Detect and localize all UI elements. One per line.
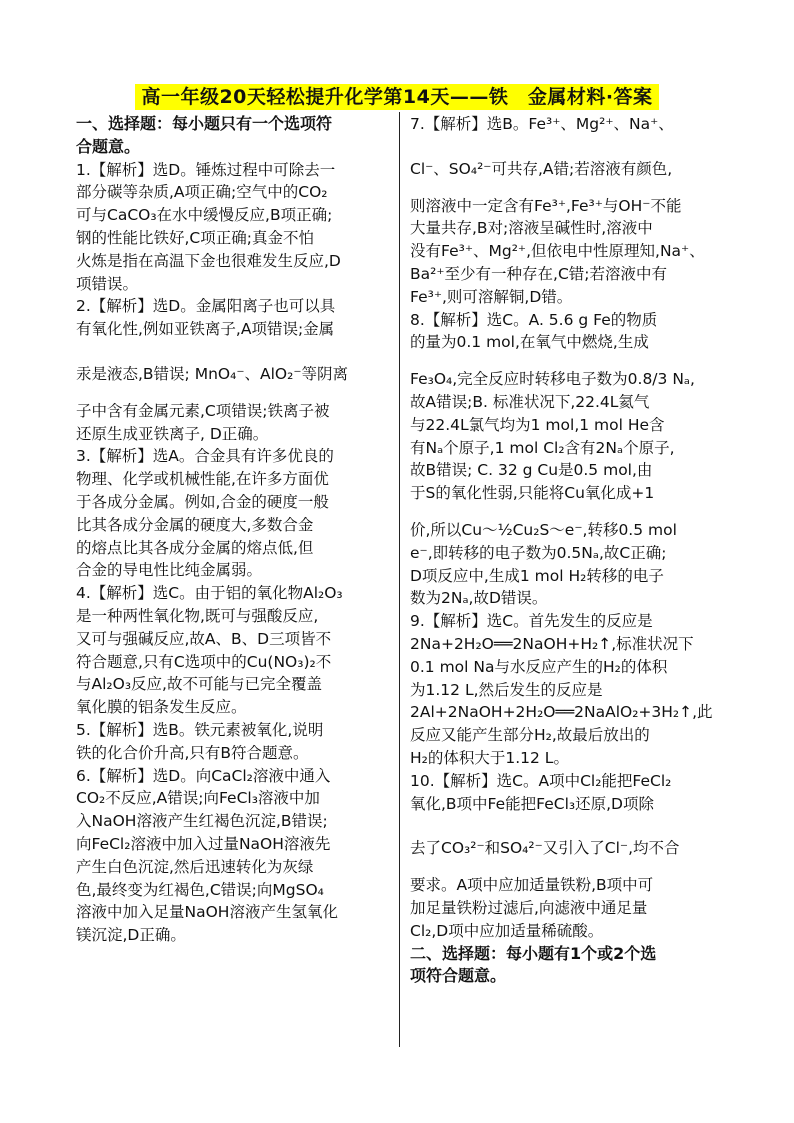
section-heading-1b: 合题意。 (76, 136, 141, 156)
answer-line: 项错误。 (76, 274, 139, 293)
answer-line: 与Al₂O₃反应,故不可能与已完全覆盖 (76, 675, 322, 694)
section-heading-1a: 一、选择题：每小题只有一个选项符 (76, 114, 333, 133)
answer-line: 铁的化合价升高,只有B符合题意。 (76, 743, 309, 762)
answer-line: 5.【解析】选B。铁元素被氧化,说明 (76, 720, 324, 739)
answer-line: 8.【解析】选C。A. 5.6 g Fe的物质 (410, 310, 658, 329)
answer-line: 比其各成分金属的硬度大,多数合金 (76, 515, 314, 534)
answer-line: 0.1 mol Na与水反应产生的H₂的体积 (410, 657, 668, 676)
answer-line: 没有Fe³⁺、Mg²⁺,但依电中性原理知,Na⁺、 (410, 242, 705, 261)
answer-line: 色,最终变为红褐色,C错误;向MgSO₄ (76, 880, 324, 899)
answer-line: 去了CO₃²⁻和SO₄²⁻又引入了Cl⁻,均不合 (410, 839, 680, 858)
title-bar (0, 84, 794, 110)
answer-line: 又可与强碱反应,故A、B、D三项皆不 (76, 629, 332, 648)
section-heading-2a: 二、选择题：每小题有1个或2个选 (410, 943, 657, 963)
answer-line: 火炼是指在高温下金也很难发生反应,D (76, 251, 341, 270)
answer-q6 (76, 765, 392, 947)
answer-q8 (410, 309, 728, 611)
answer-line: 则溶液中一定含有Fe³⁺,Fe³⁺与OH⁻不能 (410, 196, 682, 215)
answer-line: e⁻,即转移的电子数为0.5Nₐ,故C正确; (410, 543, 667, 562)
answer-line: 故B错误; C. 32 g Cu是0.5 mol,由 (410, 461, 653, 480)
answer-line: 的量为0.1 mol,在氧气中燃烧,生成 (410, 333, 649, 352)
page-title: 高一年级20天轻松提升化学第14天——铁 金属材料·答案 (135, 84, 658, 110)
answer-line: 加足量铁粉过滤后,向滤液中通足量 (410, 898, 648, 917)
answer-line: 物理、化学或机械性能,在许多方面优 (76, 470, 329, 489)
left-column (76, 113, 392, 947)
answer-q2 (76, 295, 392, 445)
answer-line: 故A错误;B. 标准状况下,22.4L氦气 (410, 392, 650, 411)
answer-q9 (410, 610, 728, 770)
answer-q5 (76, 719, 392, 765)
answer-line: H₂的体积大于1.12 L。 (410, 748, 569, 767)
answer-line: 价,所以Cu～½Cu₂S～e⁻,转移0.5 mol (410, 520, 677, 539)
answer-line: 部分碳等杂质,A项正确;空气中的CO₂ (76, 183, 328, 202)
column-divider (399, 112, 400, 1047)
answer-line: 数为2Nₐ,故D错误。 (410, 589, 548, 608)
answer-line: 钢的性能比铁好,C项正确;真金不怕 (76, 228, 314, 247)
answer-line: D项反应中,生成1 mol H₂转移的电子 (410, 566, 664, 585)
answer-line: 7.【解析】选B。Fe³⁺、Mg²⁺、Na⁺、 (410, 115, 674, 133)
answer-line: 9.【解析】选C。首先发生的反应是 (410, 612, 653, 631)
answer-line: 4.【解析】选C。由于铝的氧化物Al₂O₃ (76, 584, 343, 603)
answer-line: 还原生成亚铁离子, D正确。 (76, 424, 269, 443)
answer-line: 向FeCl₂溶液中加入过量NaOH溶液先 (76, 834, 331, 853)
answer-line: Cl⁻、SO₄²⁻可共存,A错;若溶液有颜色, (410, 159, 673, 178)
answer-line: 氧化,B项中Fe能把FeCl₃还原,D项除 (410, 794, 654, 813)
answer-line: 入NaOH溶液产生红褐色沉淀,B错误; (76, 812, 328, 831)
answer-line: 可与CaCO₃在水中缓慢反应,B项正确; (76, 206, 333, 225)
answer-line: Ba²⁺至少有一种存在,C错;若溶液中有 (410, 264, 667, 283)
answer-line: 与22.4L氯气均为1 mol,1 mol He含 (410, 415, 665, 434)
answer-line: 有氧化性,例如亚铁离子,A项错误;金属 (76, 320, 335, 339)
answer-q10 (410, 770, 728, 943)
answer-line: 产生白色沉淀,然后迅速转化为灰绿 (76, 857, 314, 876)
answer-line: 氧化膜的铝条发生反应。 (76, 698, 247, 717)
answer-q7 (410, 113, 728, 309)
answer-line: 6.【解析】选D。向CaCl₂溶液中通入 (76, 766, 331, 785)
answer-line: 合金的导电性比纯金属弱。 (76, 561, 263, 580)
answer-line: 于S的氧化性弱,只能将Cu氧化成+1 (410, 484, 655, 503)
answer-line: 汞是液态,B错误; MnO₄⁻、AlO₂⁻等阴离 (76, 364, 349, 383)
answer-line: Cl₂,D项中应加适量稀硫酸。 (410, 921, 604, 940)
answer-line: 有Nₐ个原子,1 mol Cl₂含有2Nₐ个原子, (410, 438, 675, 457)
answer-line: 是一种两性氧化物,既可与强酸反应, (76, 606, 319, 625)
answer-line: 为1.12 L,然后发生的反应是 (410, 680, 603, 699)
answer-line: 2Na+2H₂O══2NaOH+H₂↑,标准状况下 (410, 634, 694, 653)
answer-line: 2.【解析】选D。金属阳离子也可以具 (76, 297, 336, 316)
answer-line: 于各成分金属。例如,合金的硬度一般 (76, 492, 329, 511)
answer-line: 溶液中加入足量NaOH溶液产生氢氧化 (76, 903, 338, 922)
answer-line: 符合题意,只有C选项中的Cu(NO₃)₂不 (76, 652, 332, 671)
answer-line: 要求。A项中应加适量铁粉,B项中可 (410, 876, 654, 895)
answer-line: 镁沉淀,D正确。 (76, 926, 186, 945)
answer-line: 2Al+2NaOH+2H₂O══2NaAlO₂+3H₂↑,此 (410, 703, 713, 722)
answer-line: CO₂不反应,A错误;向FeCl₃溶液中加 (76, 789, 320, 808)
answer-q4 (76, 582, 392, 719)
answer-line: Fe₃O₄,完全反应时转移电子数为0.8/3 Nₐ, (410, 370, 695, 389)
answer-line: 大量共存,B对;溶液呈碱性时,溶液中 (410, 219, 653, 238)
answer-line: 1.【解析】选D。锤炼过程中可除去一 (76, 160, 336, 179)
answer-line: 子中含有金属元素,C项错误;铁离子被 (76, 401, 330, 420)
answer-line: 3.【解析】选A。合金具有许多优良的 (76, 447, 334, 466)
answer-line: Fe³⁺,则可溶解铜,D错。 (410, 287, 573, 306)
right-column (410, 113, 728, 988)
answer-line: 反应又能产生部分H₂,故最后放出的 (410, 726, 650, 745)
section-heading-2b: 项符合题意。 (410, 966, 507, 986)
answer-line: 10.【解析】选C。A项中Cl₂能把FeCl₂ (410, 771, 672, 790)
answer-line: 的熔点比其各成分金属的熔点低,但 (76, 538, 314, 557)
answer-q1 (76, 159, 392, 296)
answer-q3 (76, 445, 392, 582)
